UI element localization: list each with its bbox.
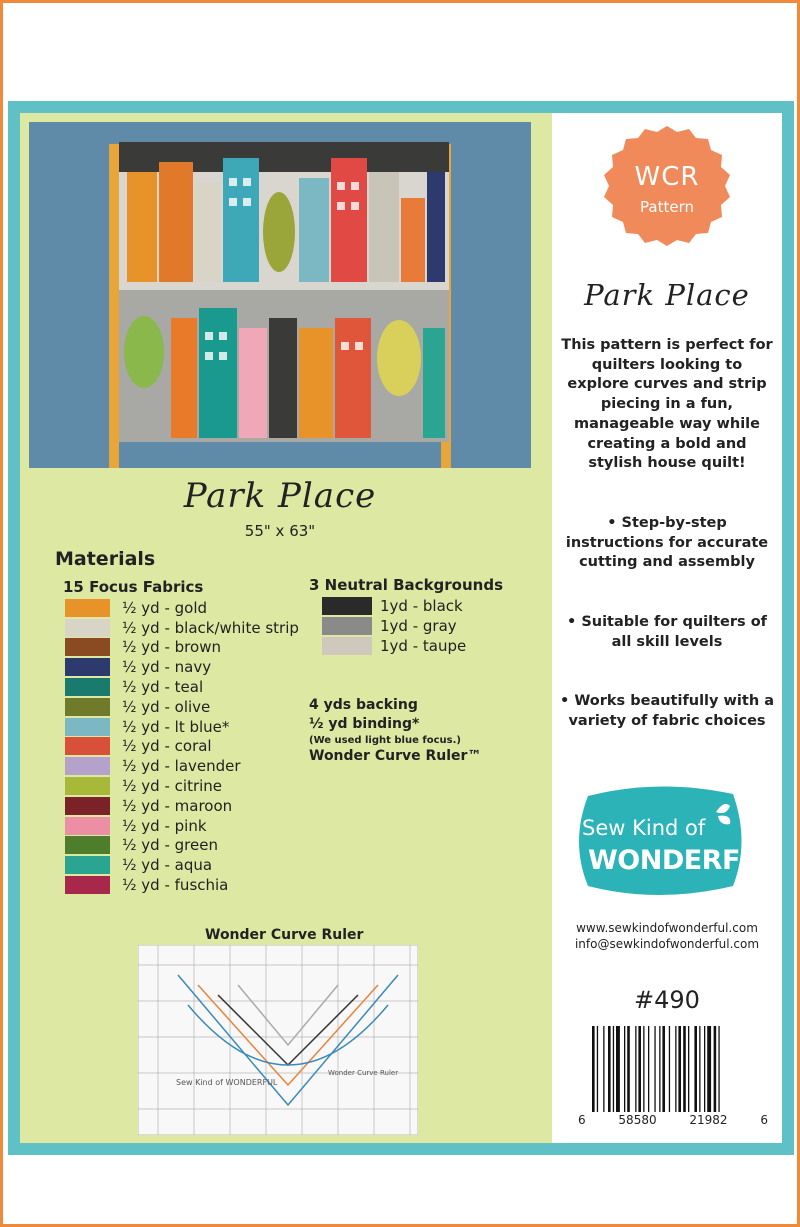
fabric-swatch xyxy=(65,817,110,835)
neutral-label: 1yd - taupe xyxy=(380,637,467,655)
extra-materials xyxy=(309,696,481,766)
neutral-backgrounds-heading: 3 Neutral Backgrounds xyxy=(309,576,504,594)
barcode-bar xyxy=(669,1026,670,1112)
email-link[interactable]: info@sewkindofwonderful.com xyxy=(574,937,760,951)
neutral-row xyxy=(322,616,466,636)
ruler-brand-print: Sew Kind of WONDERFUL xyxy=(176,1078,278,1087)
focus-fabric-list xyxy=(65,598,299,895)
barcode-bar xyxy=(704,1026,705,1112)
barcode xyxy=(590,1024,760,1124)
barcode-digit-group: 6 xyxy=(760,1113,768,1127)
website-link[interactable]: www.sewkindofwonderful.com xyxy=(576,921,758,935)
barcode-bar xyxy=(597,1026,598,1112)
fabric-label: ½ yd - green xyxy=(122,836,218,855)
fabric-swatch xyxy=(65,737,110,755)
feature-bullet-1: • Step-by-step instructions for accurate cutting and assembly xyxy=(565,515,769,571)
barcode-digit-group: 6 xyxy=(578,1113,586,1127)
barcode-bar xyxy=(592,1026,595,1112)
fabric-swatch xyxy=(65,599,110,617)
barcode-bar xyxy=(616,1026,620,1112)
barcode-digit-group: 58580 xyxy=(618,1113,657,1127)
barcode-bar xyxy=(624,1026,625,1112)
sew-kind-of-wonderful-logo xyxy=(568,782,748,900)
fabric-row xyxy=(65,737,299,757)
barcode-bar xyxy=(678,1026,681,1112)
fabric-label: ½ yd - aqua xyxy=(122,856,213,875)
fabric-label: ½ yd - navy xyxy=(122,658,212,677)
quilt-photo xyxy=(29,122,531,468)
fabric-swatch xyxy=(65,797,110,815)
barcode-bar xyxy=(683,1026,686,1112)
barcode-bar xyxy=(613,1026,614,1112)
pattern-description: This pattern is perfect for quilters looking to explore curves and strip piecing in a fun, manageable way while creating a bold and stylish house quilt! xyxy=(561,337,773,472)
barcode-bar xyxy=(675,1026,676,1112)
barcode-digits xyxy=(578,1113,768,1127)
barcode-bar xyxy=(694,1026,697,1112)
materials-heading: Materials xyxy=(55,548,156,570)
badge-pattern: Pattern xyxy=(640,198,694,216)
fabric-row xyxy=(65,796,299,816)
fabric-label: ½ yd - fuschia xyxy=(122,876,229,895)
barcode-digit-group: 21982 xyxy=(689,1113,728,1127)
focus-fabrics-heading: 15 Focus Fabrics xyxy=(63,578,204,596)
fabric-label: ½ yd - citrine xyxy=(122,777,223,796)
ruler-name-print: Wonder Curve Ruler xyxy=(328,1069,399,1077)
fabric-label: ½ yd - pink xyxy=(122,816,207,835)
fabric-row xyxy=(65,836,299,856)
barcode-bar xyxy=(662,1026,665,1112)
binding-text: ½ yd binding* xyxy=(309,716,420,732)
fabric-swatch xyxy=(65,638,110,656)
badge-wcr: WCR xyxy=(634,162,700,192)
quilt-size: 55" x 63" xyxy=(244,522,316,540)
fabric-row xyxy=(65,638,299,658)
fabric-swatch xyxy=(65,678,110,696)
logo-line-2: WONDERFUL xyxy=(588,845,779,876)
fabric-label: ½ yd - teal xyxy=(122,678,204,697)
fabric-row xyxy=(65,776,299,796)
logo-line-1: Sew Kind of xyxy=(582,816,706,840)
ruler-image xyxy=(138,945,418,1135)
fabric-row xyxy=(65,677,299,697)
contact-info xyxy=(560,920,774,952)
fabric-row xyxy=(65,855,299,875)
feature-bullet-2: • Suitable for quilters of all skill levels xyxy=(567,614,767,650)
fabric-label: ½ yd - lt blue* xyxy=(122,717,230,736)
fabric-label: ½ yd - brown xyxy=(122,638,221,657)
binding-note: (We used light blue focus.) xyxy=(309,735,461,746)
barcode-bar xyxy=(608,1026,611,1112)
barcode-bar xyxy=(648,1026,649,1112)
fabric-swatch xyxy=(65,856,110,874)
neutral-row xyxy=(322,636,466,656)
neutral-fabric-list xyxy=(322,596,466,656)
barcode-bar xyxy=(627,1026,630,1112)
neutral-label: 1yd - black xyxy=(380,597,463,615)
fabric-row xyxy=(65,697,299,717)
fabric-label: ½ yd - black/white strip xyxy=(122,618,299,637)
feature-bullet-3: • Works beautifully with a variety of fabric choices xyxy=(560,693,774,729)
ruler-text: Wonder Curve Ruler™ xyxy=(309,748,482,764)
fabric-row xyxy=(65,717,299,737)
neutral-swatch xyxy=(322,617,372,635)
pattern-number: #490 xyxy=(634,986,700,1014)
fabric-swatch xyxy=(65,718,110,736)
barcode-bar xyxy=(638,1026,641,1112)
barcode-bar xyxy=(718,1026,719,1112)
fabric-label: ½ yd - coral xyxy=(122,737,212,756)
barcode-bar xyxy=(699,1026,700,1112)
barcode-bar xyxy=(707,1026,711,1112)
neutral-swatch xyxy=(322,637,372,655)
fabric-label: ½ yd - maroon xyxy=(122,796,233,815)
barcode-bar xyxy=(635,1026,636,1112)
barcode-bar xyxy=(688,1026,689,1112)
fabric-row xyxy=(65,598,299,618)
fabric-swatch xyxy=(65,757,110,775)
sidebar-title: Park Place xyxy=(584,278,750,312)
fabric-row xyxy=(65,618,299,638)
fabric-label: ½ yd - olive xyxy=(122,697,211,716)
fabric-swatch xyxy=(65,698,110,716)
fabric-row xyxy=(65,816,299,836)
neutral-label: 1yd - gray xyxy=(380,617,457,635)
fabric-swatch xyxy=(65,876,110,894)
neutral-row xyxy=(322,596,466,616)
backing-text: 4 yds backing xyxy=(309,697,418,713)
barcode-bar xyxy=(603,1026,604,1112)
fabric-swatch xyxy=(65,836,110,854)
fabric-swatch xyxy=(65,658,110,676)
fabric-label: ½ yd - lavender xyxy=(122,757,241,776)
barcode-bar xyxy=(714,1026,717,1112)
barcode-bar xyxy=(643,1026,644,1112)
fabric-row xyxy=(65,875,299,895)
ruler-label: Wonder Curve Ruler xyxy=(205,927,364,943)
neutral-swatch xyxy=(322,597,372,615)
fabric-row xyxy=(65,756,299,776)
barcode-bar xyxy=(654,1026,655,1112)
fabric-swatch xyxy=(65,619,110,637)
pattern-title: Park Place xyxy=(183,476,377,516)
barcode-bar xyxy=(659,1026,660,1112)
fabric-row xyxy=(65,657,299,677)
fabric-swatch xyxy=(65,777,110,795)
fabric-label: ½ yd - gold xyxy=(122,598,208,617)
